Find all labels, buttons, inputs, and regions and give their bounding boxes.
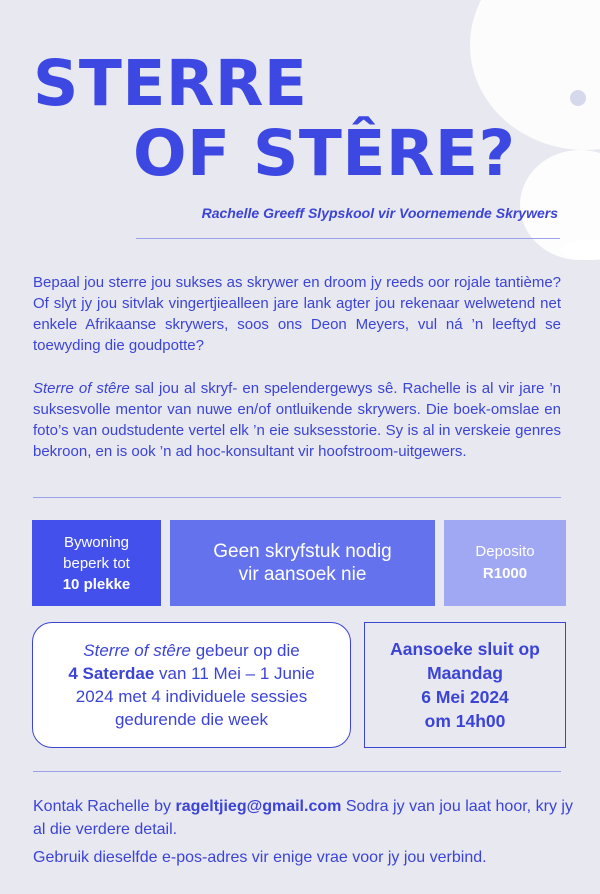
no-writing-line-2: vir aansoek nie bbox=[238, 564, 367, 585]
subtitle: Rachelle Greeff Slypskool vir Voornemende Skrywers bbox=[201, 205, 558, 221]
attendance-line-2: beperk tot bbox=[63, 554, 130, 572]
schedule-box bbox=[32, 622, 351, 748]
deadline-date: 6 Mei 2024 bbox=[421, 687, 509, 707]
divider bbox=[33, 497, 561, 498]
deposit-label: Deposito bbox=[475, 543, 535, 560]
contact-email-link[interactable]: rageltjieg@gmail.com bbox=[175, 798, 342, 815]
deposit-value: R1000 bbox=[482, 565, 528, 582]
schedule-days: 4 Saterdae bbox=[68, 664, 155, 683]
schedule-event-name: Sterre of stêre bbox=[83, 641, 191, 660]
attendance-box bbox=[32, 520, 161, 606]
contact-prefix: Kontak Rachelle by bbox=[33, 798, 176, 815]
intro-paragraph-1: Bepaal jou sterre jou sukses as skrywer en droom jy reeds oor rojale tantième? Of slyt jy jou sitvlak vingertjiealleen jare lank agter jou rekenaar welwetend net enkele Afrikaanse skrywers, soos ons Deon Meyers, vul ná ’n leeftyd se toewyding die goudpotte? bbox=[33, 274, 561, 354]
deadline-line-1: Aansoeke sluit op bbox=[390, 639, 540, 659]
deadline-box bbox=[364, 622, 566, 748]
intro-paragraph-2 bbox=[33, 378, 561, 462]
divider bbox=[136, 238, 560, 239]
event-name: Sterre of stêre bbox=[33, 380, 130, 397]
deadline-line-2: Maandag bbox=[427, 663, 503, 683]
paint-splash bbox=[570, 90, 586, 106]
contact-suffix: Sodra jy van jou laat hoor, kry jy al die verdere detail. bbox=[33, 798, 573, 838]
contact-paragraph bbox=[33, 795, 573, 841]
divider bbox=[33, 771, 561, 772]
title-line-2: OF STÊRE? bbox=[133, 117, 516, 190]
no-writing-line-1: Geen skryfstuk nodig bbox=[213, 541, 392, 562]
contact-note: Gebruik dieselfde e-pos-adres vir enige vrae voor jy jou verbind. bbox=[33, 849, 487, 866]
schedule-text-1: gebeur op die bbox=[191, 641, 300, 660]
schedule-line-3: 2024 met 4 individuele sessies bbox=[75, 687, 308, 706]
schedule-line-2 bbox=[68, 662, 314, 685]
schedule-text-2: van 11 Mei – 1 Junie bbox=[154, 664, 315, 683]
deposit-box bbox=[444, 520, 566, 606]
schedule-line-4: gedurende die week bbox=[114, 710, 269, 729]
title-line-1: STERRE bbox=[33, 47, 308, 120]
no-writing-box bbox=[170, 520, 435, 606]
deadline-time: om 14h00 bbox=[424, 711, 506, 731]
attendance-line-1: Bywoning bbox=[63, 533, 130, 551]
schedule-line-1 bbox=[83, 639, 299, 662]
attendance-limit: 10 plekke bbox=[62, 575, 131, 593]
intro-paragraph-2-text: sal jou al skryf- en spelendergewys sê. Rachelle is al vir jare ’n suksesvolle mentor van nuwe en/of ontluikende skrywers. Die boek-omslae en foto’s van oudstudente vertel elk ’n eie suksesstorie. Sy is al in verskeie genres bekroon, en is ook ’n ad hoc-konsultant vir hoofstroom-uitgewers. bbox=[33, 380, 561, 460]
